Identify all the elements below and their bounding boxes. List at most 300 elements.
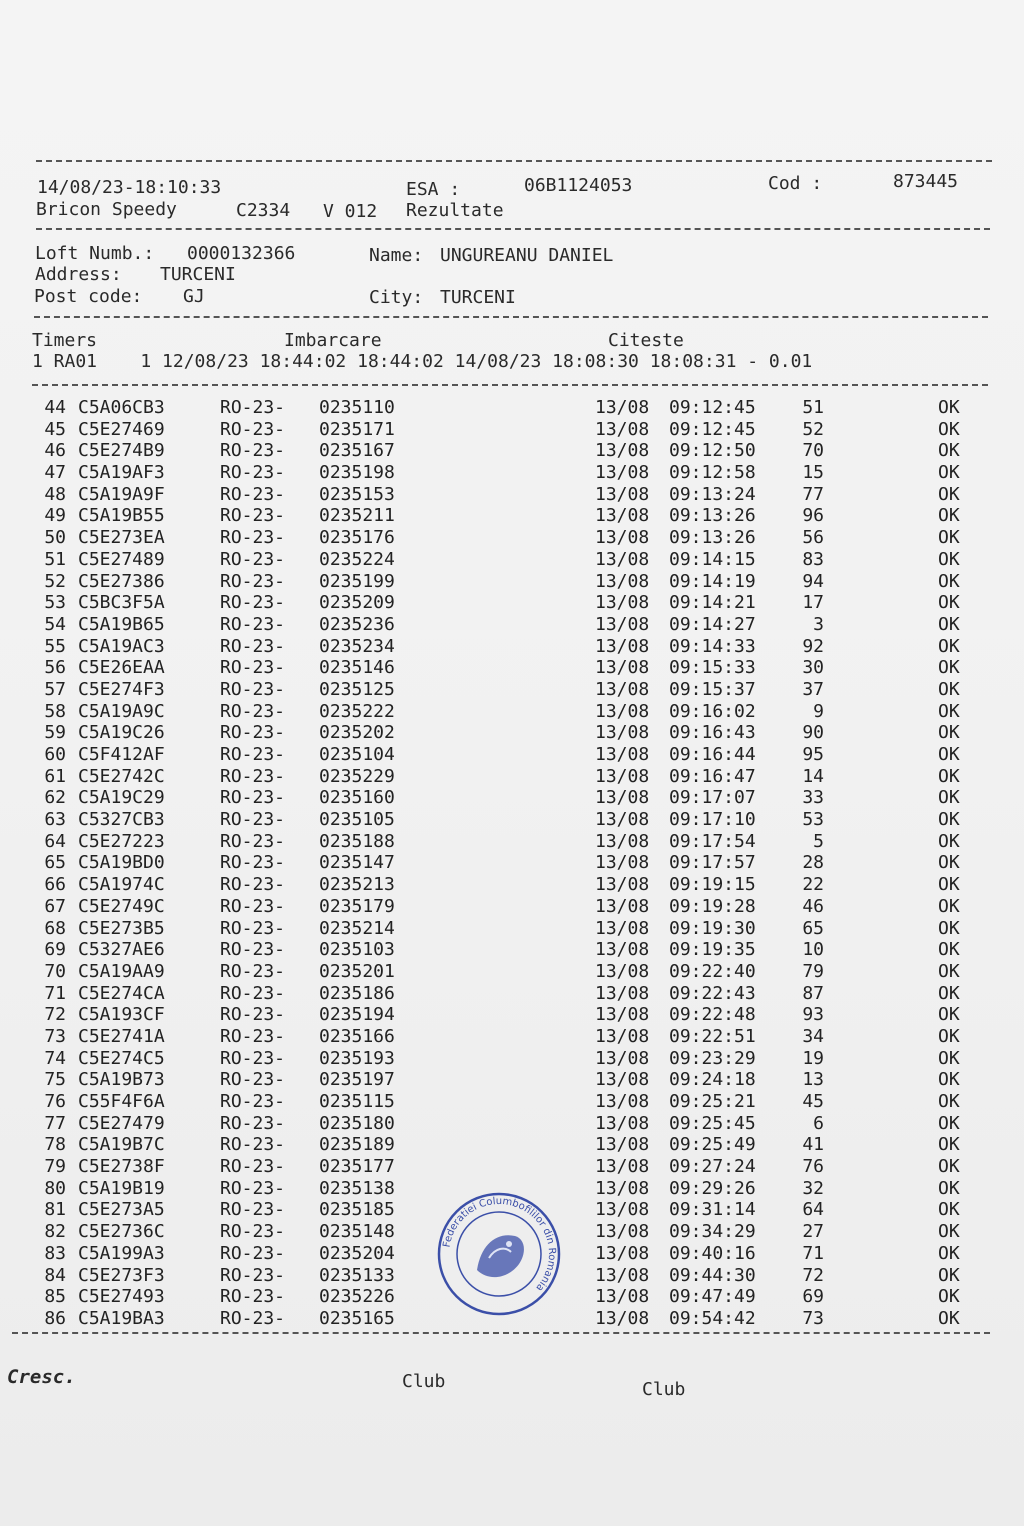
place-number: 37	[802, 678, 824, 700]
divider-bottom	[12, 1332, 990, 1334]
club-signature-label-1: Club	[402, 1371, 446, 1392]
table-row	[32, 1026, 992, 1048]
place-number: 95	[802, 744, 824, 765]
row-number: 60	[44, 744, 66, 765]
ring-number: 0235199	[319, 570, 395, 592]
place-number: 73	[802, 1307, 824, 1329]
table-row	[32, 939, 992, 961]
ring-number: 0235194	[319, 1004, 395, 1026]
place-number: 76	[802, 1156, 824, 1178]
city-label: City:	[369, 287, 424, 308]
chip-code: C5E26EAA	[78, 657, 165, 679]
status-ok: OK	[938, 1004, 960, 1026]
place-number: 13	[802, 1069, 824, 1091]
arrival-time: 09:17:10	[669, 809, 756, 831]
arrival-date: 13/08	[595, 895, 650, 917]
chip-code: C5A19B55	[78, 505, 165, 527]
chip-code: C5A199A3	[78, 1242, 165, 1264]
chip-code: C5327AE6	[78, 939, 165, 961]
ring-prefix: RO-23-	[220, 678, 286, 700]
row-number: 69	[44, 939, 66, 961]
ring-number: 0235222	[319, 700, 395, 722]
row-number: 83	[44, 1242, 66, 1264]
ring-prefix: RO-23-	[220, 1091, 286, 1112]
place-number: 3	[813, 613, 824, 635]
arrival-date: 13/08	[595, 462, 650, 484]
chip-code: C5E27479	[78, 1112, 165, 1134]
place-number: 6	[813, 1112, 824, 1134]
arrival-date: 13/08	[595, 1177, 650, 1199]
row-number: 61	[44, 765, 66, 787]
chip-code: C5A19AC3	[78, 635, 165, 657]
arrival-time: 09:31:14	[669, 1199, 756, 1221]
ring-prefix: RO-23-	[220, 635, 286, 657]
ring-number: 0235165	[319, 1307, 395, 1329]
row-number: 55	[44, 635, 66, 657]
status-ok: OK	[938, 1242, 960, 1264]
ring-prefix: RO-23-	[220, 809, 286, 831]
ring-prefix: RO-23-	[220, 462, 286, 484]
row-number: 48	[44, 483, 66, 505]
status-ok: OK	[938, 418, 960, 440]
row-number: 66	[44, 874, 66, 896]
arrival-time: 09:40:16	[669, 1242, 756, 1264]
arrival-date: 13/08	[595, 982, 650, 1004]
ring-prefix: RO-23-	[220, 1047, 286, 1069]
device-model: C2334	[236, 200, 291, 221]
address-label: Address:	[35, 264, 122, 285]
row-number: 52	[44, 570, 66, 592]
row-number: 44	[44, 397, 66, 418]
ring-number: 0235198	[319, 462, 395, 484]
arrival-date: 13/08	[595, 657, 650, 679]
arrival-date: 13/08	[595, 483, 650, 505]
ring-prefix: RO-23-	[220, 397, 286, 418]
arrival-time: 09:44:30	[669, 1264, 756, 1286]
table-row	[32, 1113, 992, 1135]
ring-prefix: RO-23-	[220, 1112, 286, 1134]
ring-number: 0235226	[319, 1286, 395, 1308]
status-ok: OK	[938, 570, 960, 592]
timers-label: Timers	[32, 330, 98, 351]
ring-prefix: RO-23-	[220, 700, 286, 722]
chip-code: C5E2749C	[78, 895, 165, 917]
status-ok: OK	[938, 1286, 960, 1308]
chip-code: C5BC3F5A	[78, 592, 165, 614]
chip-code: C5A193CF	[78, 1004, 165, 1026]
ring-number: 0235197	[319, 1069, 395, 1091]
status-ok: OK	[938, 1069, 960, 1091]
place-number: 33	[802, 787, 824, 809]
ring-prefix: RO-23-	[220, 1242, 286, 1264]
arrival-time: 09:27:24	[669, 1156, 756, 1178]
table-row	[32, 657, 992, 679]
arrival-date: 13/08	[595, 570, 650, 592]
divider-top	[36, 160, 992, 162]
place-number: 30	[802, 657, 824, 679]
stamp-text: Federatiei Columbofililor din Romania	[441, 1195, 558, 1294]
arrival-time: 09:17:54	[669, 830, 756, 852]
arrival-time: 09:15:33	[669, 657, 756, 679]
status-ok: OK	[938, 1025, 960, 1047]
ring-prefix: RO-23-	[220, 960, 286, 982]
arrival-time: 09:19:28	[669, 895, 756, 917]
city-value: TURCENI	[440, 287, 516, 308]
table-row	[32, 397, 992, 419]
row-number: 72	[44, 1004, 66, 1026]
esa-label: ESA :	[406, 179, 461, 200]
arrival-time: 09:22:43	[669, 982, 756, 1004]
row-number: 63	[44, 809, 66, 831]
row-number: 71	[44, 982, 66, 1004]
ring-number: 0235104	[319, 744, 395, 765]
arrival-date: 13/08	[595, 874, 650, 896]
loft-number-label: Loft Numb.:	[35, 243, 155, 264]
ring-prefix: RO-23-	[220, 483, 286, 505]
arrival-date: 13/08	[595, 1004, 650, 1026]
row-number: 57	[44, 678, 66, 700]
arrival-time: 09:16:43	[669, 722, 756, 744]
ring-prefix: RO-23-	[220, 744, 286, 765]
ring-prefix: RO-23-	[220, 440, 286, 462]
arrival-date: 13/08	[595, 917, 650, 939]
row-number: 64	[44, 830, 66, 852]
arrival-time: 09:14:33	[669, 635, 756, 657]
chip-code: C5A19B19	[78, 1177, 165, 1199]
row-number: 68	[44, 917, 66, 939]
table-row	[32, 462, 992, 484]
chip-code: C5E2738F	[78, 1156, 165, 1178]
table-row	[32, 527, 992, 549]
chip-code: C5A19BA3	[78, 1307, 165, 1329]
device-name: Bricon Speedy	[36, 199, 177, 220]
ring-number: 0235224	[319, 548, 395, 570]
esa-value: 06B1124053	[524, 175, 633, 196]
ring-prefix: RO-23-	[220, 765, 286, 787]
ring-number: 0235147	[319, 852, 395, 874]
ring-prefix: RO-23-	[220, 722, 286, 744]
arrival-date: 13/08	[595, 1025, 650, 1047]
table-row	[32, 983, 992, 1005]
place-number: 27	[802, 1221, 824, 1243]
arrival-date: 13/08	[595, 397, 650, 418]
divider-header	[36, 228, 990, 230]
place-number: 51	[802, 397, 824, 418]
arrival-date: 13/08	[595, 613, 650, 635]
arrival-time: 09:25:21	[669, 1091, 756, 1112]
status-ok: OK	[938, 722, 960, 744]
ring-prefix: RO-23-	[220, 1177, 286, 1199]
ring-prefix: RO-23-	[220, 1134, 286, 1156]
status-ok: OK	[938, 895, 960, 917]
fancier-name-label: Name:	[369, 245, 424, 266]
ring-prefix: RO-23-	[220, 505, 286, 527]
ring-prefix: RO-23-	[220, 570, 286, 592]
place-number: 22	[802, 874, 824, 896]
row-number: 50	[44, 527, 66, 549]
status-ok: OK	[938, 678, 960, 700]
cod-label: Cod :	[768, 173, 823, 194]
arrival-date: 13/08	[595, 852, 650, 874]
status-ok: OK	[938, 1047, 960, 1069]
arrival-time: 09:19:35	[669, 939, 756, 961]
arrival-time: 09:14:19	[669, 570, 756, 592]
place-number: 90	[802, 722, 824, 744]
row-number: 58	[44, 700, 66, 722]
ring-number: 0235214	[319, 917, 395, 939]
ring-prefix: RO-23-	[220, 527, 286, 549]
arrival-time: 09:16:47	[669, 765, 756, 787]
arrival-time: 09:14:27	[669, 613, 756, 635]
arrival-time: 09:54:42	[669, 1307, 756, 1329]
place-number: 28	[802, 852, 824, 874]
table-row	[32, 918, 992, 940]
place-number: 45	[802, 1091, 824, 1112]
chip-code: C5A1974C	[78, 874, 165, 896]
table-row	[32, 831, 992, 853]
arrival-time: 09:25:45	[669, 1112, 756, 1134]
chip-code: C5A19BD0	[78, 852, 165, 874]
status-ok: OK	[938, 917, 960, 939]
place-number: 70	[802, 440, 824, 462]
ring-number: 0235115	[319, 1091, 395, 1112]
status-ok: OK	[938, 1156, 960, 1178]
arrival-date: 13/08	[595, 418, 650, 440]
place-number: 87	[802, 982, 824, 1004]
row-number: 67	[44, 895, 66, 917]
chip-code: C5E273A5	[78, 1199, 165, 1221]
device-version: V 012	[323, 201, 378, 222]
arrival-time: 09:13:24	[669, 483, 756, 505]
ring-number: 0235234	[319, 635, 395, 657]
table-row	[32, 571, 992, 593]
table-row	[32, 592, 992, 614]
ring-prefix: RO-23-	[220, 1221, 286, 1243]
arrival-time: 09:17:57	[669, 852, 756, 874]
citeste-label: Citeste	[608, 330, 684, 351]
arrival-date: 13/08	[595, 1134, 650, 1156]
table-row	[32, 1091, 992, 1113]
arrival-time: 09:13:26	[669, 527, 756, 549]
ring-number: 0235189	[319, 1134, 395, 1156]
table-row	[32, 636, 992, 658]
ring-prefix: RO-23-	[220, 418, 286, 440]
chip-code: C5A19AF3	[78, 462, 165, 484]
table-row	[32, 1156, 992, 1178]
fancier-name-value: UNGUREANU DANIEL	[440, 245, 614, 266]
status-ok: OK	[938, 505, 960, 527]
arrival-date: 13/08	[595, 1112, 650, 1134]
row-number: 47	[44, 462, 66, 484]
chip-code: C5E274CA	[78, 982, 165, 1004]
row-number: 85	[44, 1286, 66, 1308]
arrival-date: 13/08	[595, 960, 650, 982]
ring-number: 0235171	[319, 418, 395, 440]
row-number: 70	[44, 960, 66, 982]
place-number: 41	[802, 1134, 824, 1156]
place-number: 92	[802, 635, 824, 657]
status-ok: OK	[938, 397, 960, 418]
timer-line: 1 RA01 1 12/08/23 18:44:02 18:44:02 14/08/23 18:08:30 18:08:31 - 0.01	[32, 351, 813, 372]
report-title: Rezultate	[406, 200, 504, 221]
arrival-time: 09:16:02	[669, 700, 756, 722]
status-ok: OK	[938, 635, 960, 657]
status-ok: OK	[938, 1134, 960, 1156]
ring-number: 0235209	[319, 592, 395, 614]
place-number: 64	[802, 1199, 824, 1221]
place-number: 72	[802, 1264, 824, 1286]
place-number: 34	[802, 1025, 824, 1047]
chip-code: C5E2742C	[78, 765, 165, 787]
arrival-date: 13/08	[595, 592, 650, 614]
chip-code: C5E274F3	[78, 678, 165, 700]
ring-number: 0235148	[319, 1221, 395, 1243]
place-number: 65	[802, 917, 824, 939]
chip-code: C5E274C5	[78, 1047, 165, 1069]
ring-prefix: RO-23-	[220, 1307, 286, 1329]
status-ok: OK	[938, 1091, 960, 1112]
table-row	[32, 440, 992, 462]
arrival-time: 09:29:26	[669, 1177, 756, 1199]
table-row	[32, 852, 992, 874]
ring-prefix: RO-23-	[220, 1199, 286, 1221]
ring-prefix: RO-23-	[220, 852, 286, 874]
ring-prefix: RO-23-	[220, 548, 286, 570]
arrival-time: 09:23:29	[669, 1047, 756, 1069]
table-row	[32, 874, 992, 896]
arrival-time: 09:14:15	[669, 548, 756, 570]
arrival-time: 09:22:40	[669, 960, 756, 982]
address-value: TURCENI	[160, 264, 236, 285]
arrival-time: 09:19:15	[669, 874, 756, 896]
ring-number: 0235105	[319, 809, 395, 831]
arrival-date: 13/08	[595, 1307, 650, 1329]
row-number: 76	[44, 1091, 66, 1112]
arrival-date: 13/08	[595, 1069, 650, 1091]
place-number: 32	[802, 1177, 824, 1199]
arrival-time: 09:12:45	[669, 418, 756, 440]
arrival-date: 13/08	[595, 1047, 650, 1069]
ring-number: 0235229	[319, 765, 395, 787]
ring-prefix: RO-23-	[220, 917, 286, 939]
status-ok: OK	[938, 1264, 960, 1286]
ring-number: 0235153	[319, 483, 395, 505]
row-number: 53	[44, 592, 66, 614]
chip-code: C5E27223	[78, 830, 165, 852]
arrival-date: 13/08	[595, 678, 650, 700]
ring-prefix: RO-23-	[220, 657, 286, 679]
status-ok: OK	[938, 982, 960, 1004]
arrival-date: 13/08	[595, 787, 650, 809]
chip-code: C5E2736C	[78, 1221, 165, 1243]
status-ok: OK	[938, 440, 960, 462]
ring-number: 0235213	[319, 874, 395, 896]
club-signature-label-2: Club	[642, 1379, 686, 1400]
chip-code: C5F412AF	[78, 744, 165, 765]
arrival-date: 13/08	[595, 527, 650, 549]
row-number: 46	[44, 440, 66, 462]
chip-code: C5E27489	[78, 548, 165, 570]
row-number: 82	[44, 1221, 66, 1243]
ring-number: 0235166	[319, 1025, 395, 1047]
place-number: 56	[802, 527, 824, 549]
ring-prefix: RO-23-	[220, 982, 286, 1004]
chip-code: C5A19B73	[78, 1069, 165, 1091]
arrival-date: 13/08	[595, 1242, 650, 1264]
place-number: 5	[813, 830, 824, 852]
status-ok: OK	[938, 483, 960, 505]
chip-code: C5A19C26	[78, 722, 165, 744]
arrival-date: 13/08	[595, 1199, 650, 1221]
table-row	[32, 679, 992, 701]
print-datetime: 14/08/23-18:10:33	[37, 177, 222, 198]
post-code-label: Post code:	[34, 286, 143, 307]
table-row	[32, 766, 992, 788]
table-row	[32, 896, 992, 918]
arrival-date: 13/08	[595, 1264, 650, 1286]
imbarcare-label: Imbarcare	[284, 330, 382, 351]
status-ok: OK	[938, 1112, 960, 1134]
arrival-date: 13/08	[595, 1221, 650, 1243]
ring-prefix: RO-23-	[220, 1069, 286, 1091]
ring-prefix: RO-23-	[220, 830, 286, 852]
ring-prefix: RO-23-	[220, 592, 286, 614]
arrival-time: 09:12:45	[669, 397, 756, 418]
status-ok: OK	[938, 548, 960, 570]
ring-number: 0235103	[319, 939, 395, 961]
arrival-time: 09:14:21	[669, 592, 756, 614]
arrival-date: 13/08	[595, 765, 650, 787]
arrival-date: 13/08	[595, 744, 650, 765]
ring-prefix: RO-23-	[220, 1156, 286, 1178]
divider-timers	[32, 384, 988, 386]
arrival-time: 09:12:50	[669, 440, 756, 462]
chip-code: C5A19A9C	[78, 700, 165, 722]
ring-number: 0235204	[319, 1242, 395, 1264]
arrival-time: 09:22:51	[669, 1025, 756, 1047]
row-number: 62	[44, 787, 66, 809]
ring-number: 0235167	[319, 440, 395, 462]
divider-loft	[34, 316, 988, 318]
arrival-date: 13/08	[595, 722, 650, 744]
ring-number: 0235146	[319, 657, 395, 679]
ring-prefix: RO-23-	[220, 1025, 286, 1047]
arrival-time: 09:22:48	[669, 1004, 756, 1026]
status-ok: OK	[938, 1177, 960, 1199]
arrival-time: 09:17:07	[669, 787, 756, 809]
ring-number: 0235138	[319, 1177, 395, 1199]
ring-number: 0235177	[319, 1156, 395, 1178]
status-ok: OK	[938, 527, 960, 549]
arrival-date: 13/08	[595, 548, 650, 570]
chip-code: C5E273EA	[78, 527, 165, 549]
place-number: 52	[802, 418, 824, 440]
ring-number: 0235180	[319, 1112, 395, 1134]
arrival-date: 13/08	[595, 1156, 650, 1178]
chip-code: C5A19B7C	[78, 1134, 165, 1156]
status-ok: OK	[938, 1221, 960, 1243]
row-number: 45	[44, 418, 66, 440]
place-number: 77	[802, 483, 824, 505]
ring-prefix: RO-23-	[220, 1286, 286, 1308]
status-ok: OK	[938, 960, 960, 982]
chip-code: C5327CB3	[78, 809, 165, 831]
row-number: 51	[44, 548, 66, 570]
row-number: 74	[44, 1047, 66, 1069]
row-number: 86	[44, 1307, 66, 1329]
arrival-time: 09:25:49	[669, 1134, 756, 1156]
chip-code: C5E273F3	[78, 1264, 165, 1286]
